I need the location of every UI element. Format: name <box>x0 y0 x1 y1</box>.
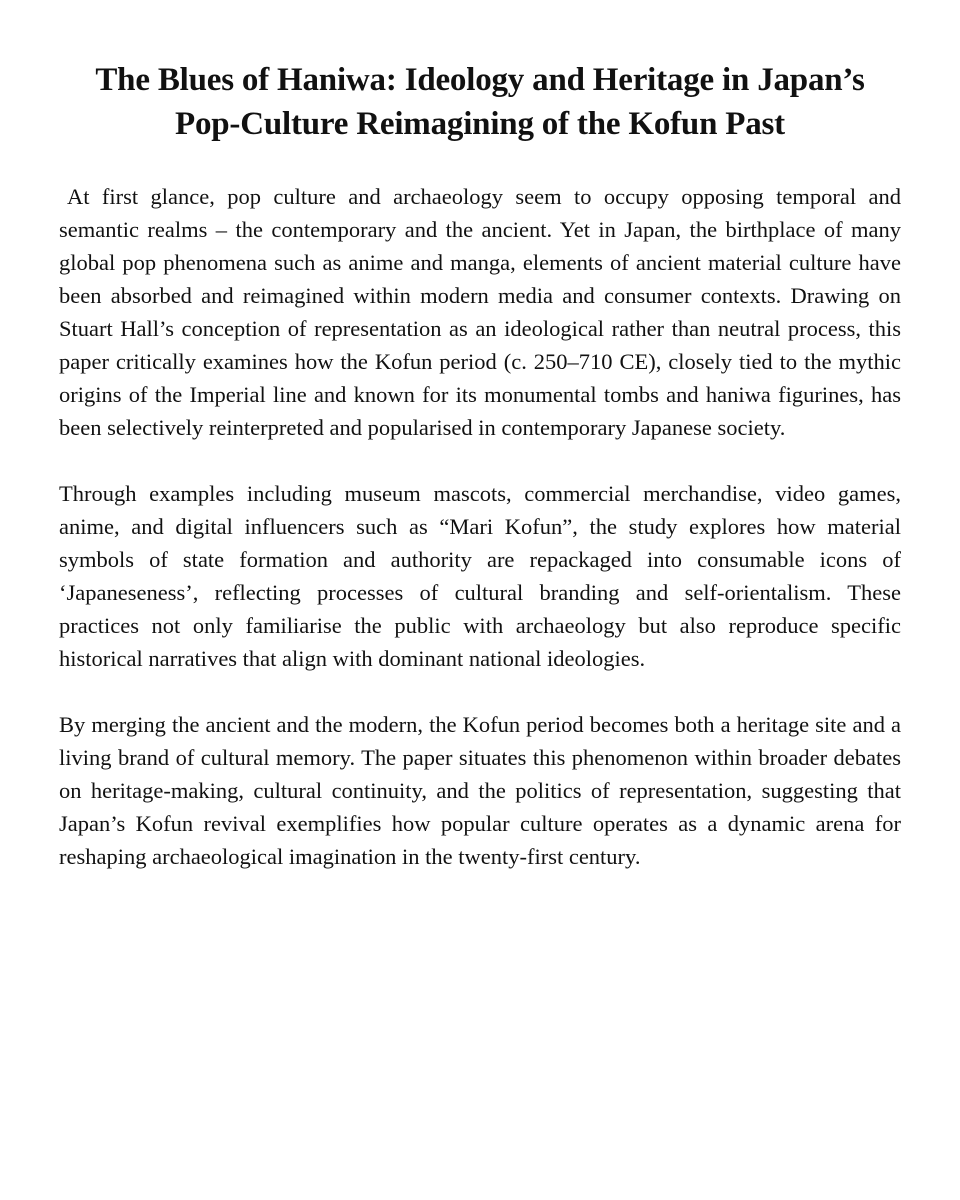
abstract-paragraph-3: By merging the ancient and the modern, the Kofun period becomes both a heritage site and a living brand of cultural memory. The paper situates this phenomenon within broader debates on heritage-making, cultural continuity, and the politics of representation, suggesting that Japan’s Kofun revival exemplifies how popular culture operates as a dynamic arena for reshaping archaeological imagination in the twenty-first century. <box>59 712 901 869</box>
title-line-1: The Blues of Haniwa: Ideology and Heritage in Japan’s <box>95 62 865 98</box>
abstract-paragraph-2: Through examples including museum mascots, commercial merchandise, video games, anime, and digital influencers such as “Mari Kofun”, the study explores how material symbols of state formation and authority are repackaged into consumable icons of ‘Japaneseness’, reflecting processes of cultural branding and self-orientalism. These practices not only familiarise the public with archaeology but also reproduce specific historical narratives that align with dominant national ideologies. <box>59 481 901 671</box>
title-line-2: Pop-Culture Reimagining of the Kofun Past <box>175 106 785 142</box>
document-title <box>59 58 901 146</box>
abstract-paragraph-1: At first glance, pop culture and archaeology seem to occupy opposing temporal and semantic realms – the contemporary and the ancient. Yet in Japan, the birthplace of many global pop phenomena such as anime and manga, elements of ancient material culture have been absorbed and reimagined within modern media and consumer contexts. Drawing on Stuart Hall’s conception of representation as an ideological rather than neutral process, this paper critically examines how the Kofun period (c. 250–710 CE), closely tied to the mythic origins of the Imperial line and known for its monumental tombs and haniwa figurines, has been selectively reinterpreted and popularised in contemporary Japanese society. <box>59 184 901 440</box>
abstract-body <box>59 180 901 873</box>
